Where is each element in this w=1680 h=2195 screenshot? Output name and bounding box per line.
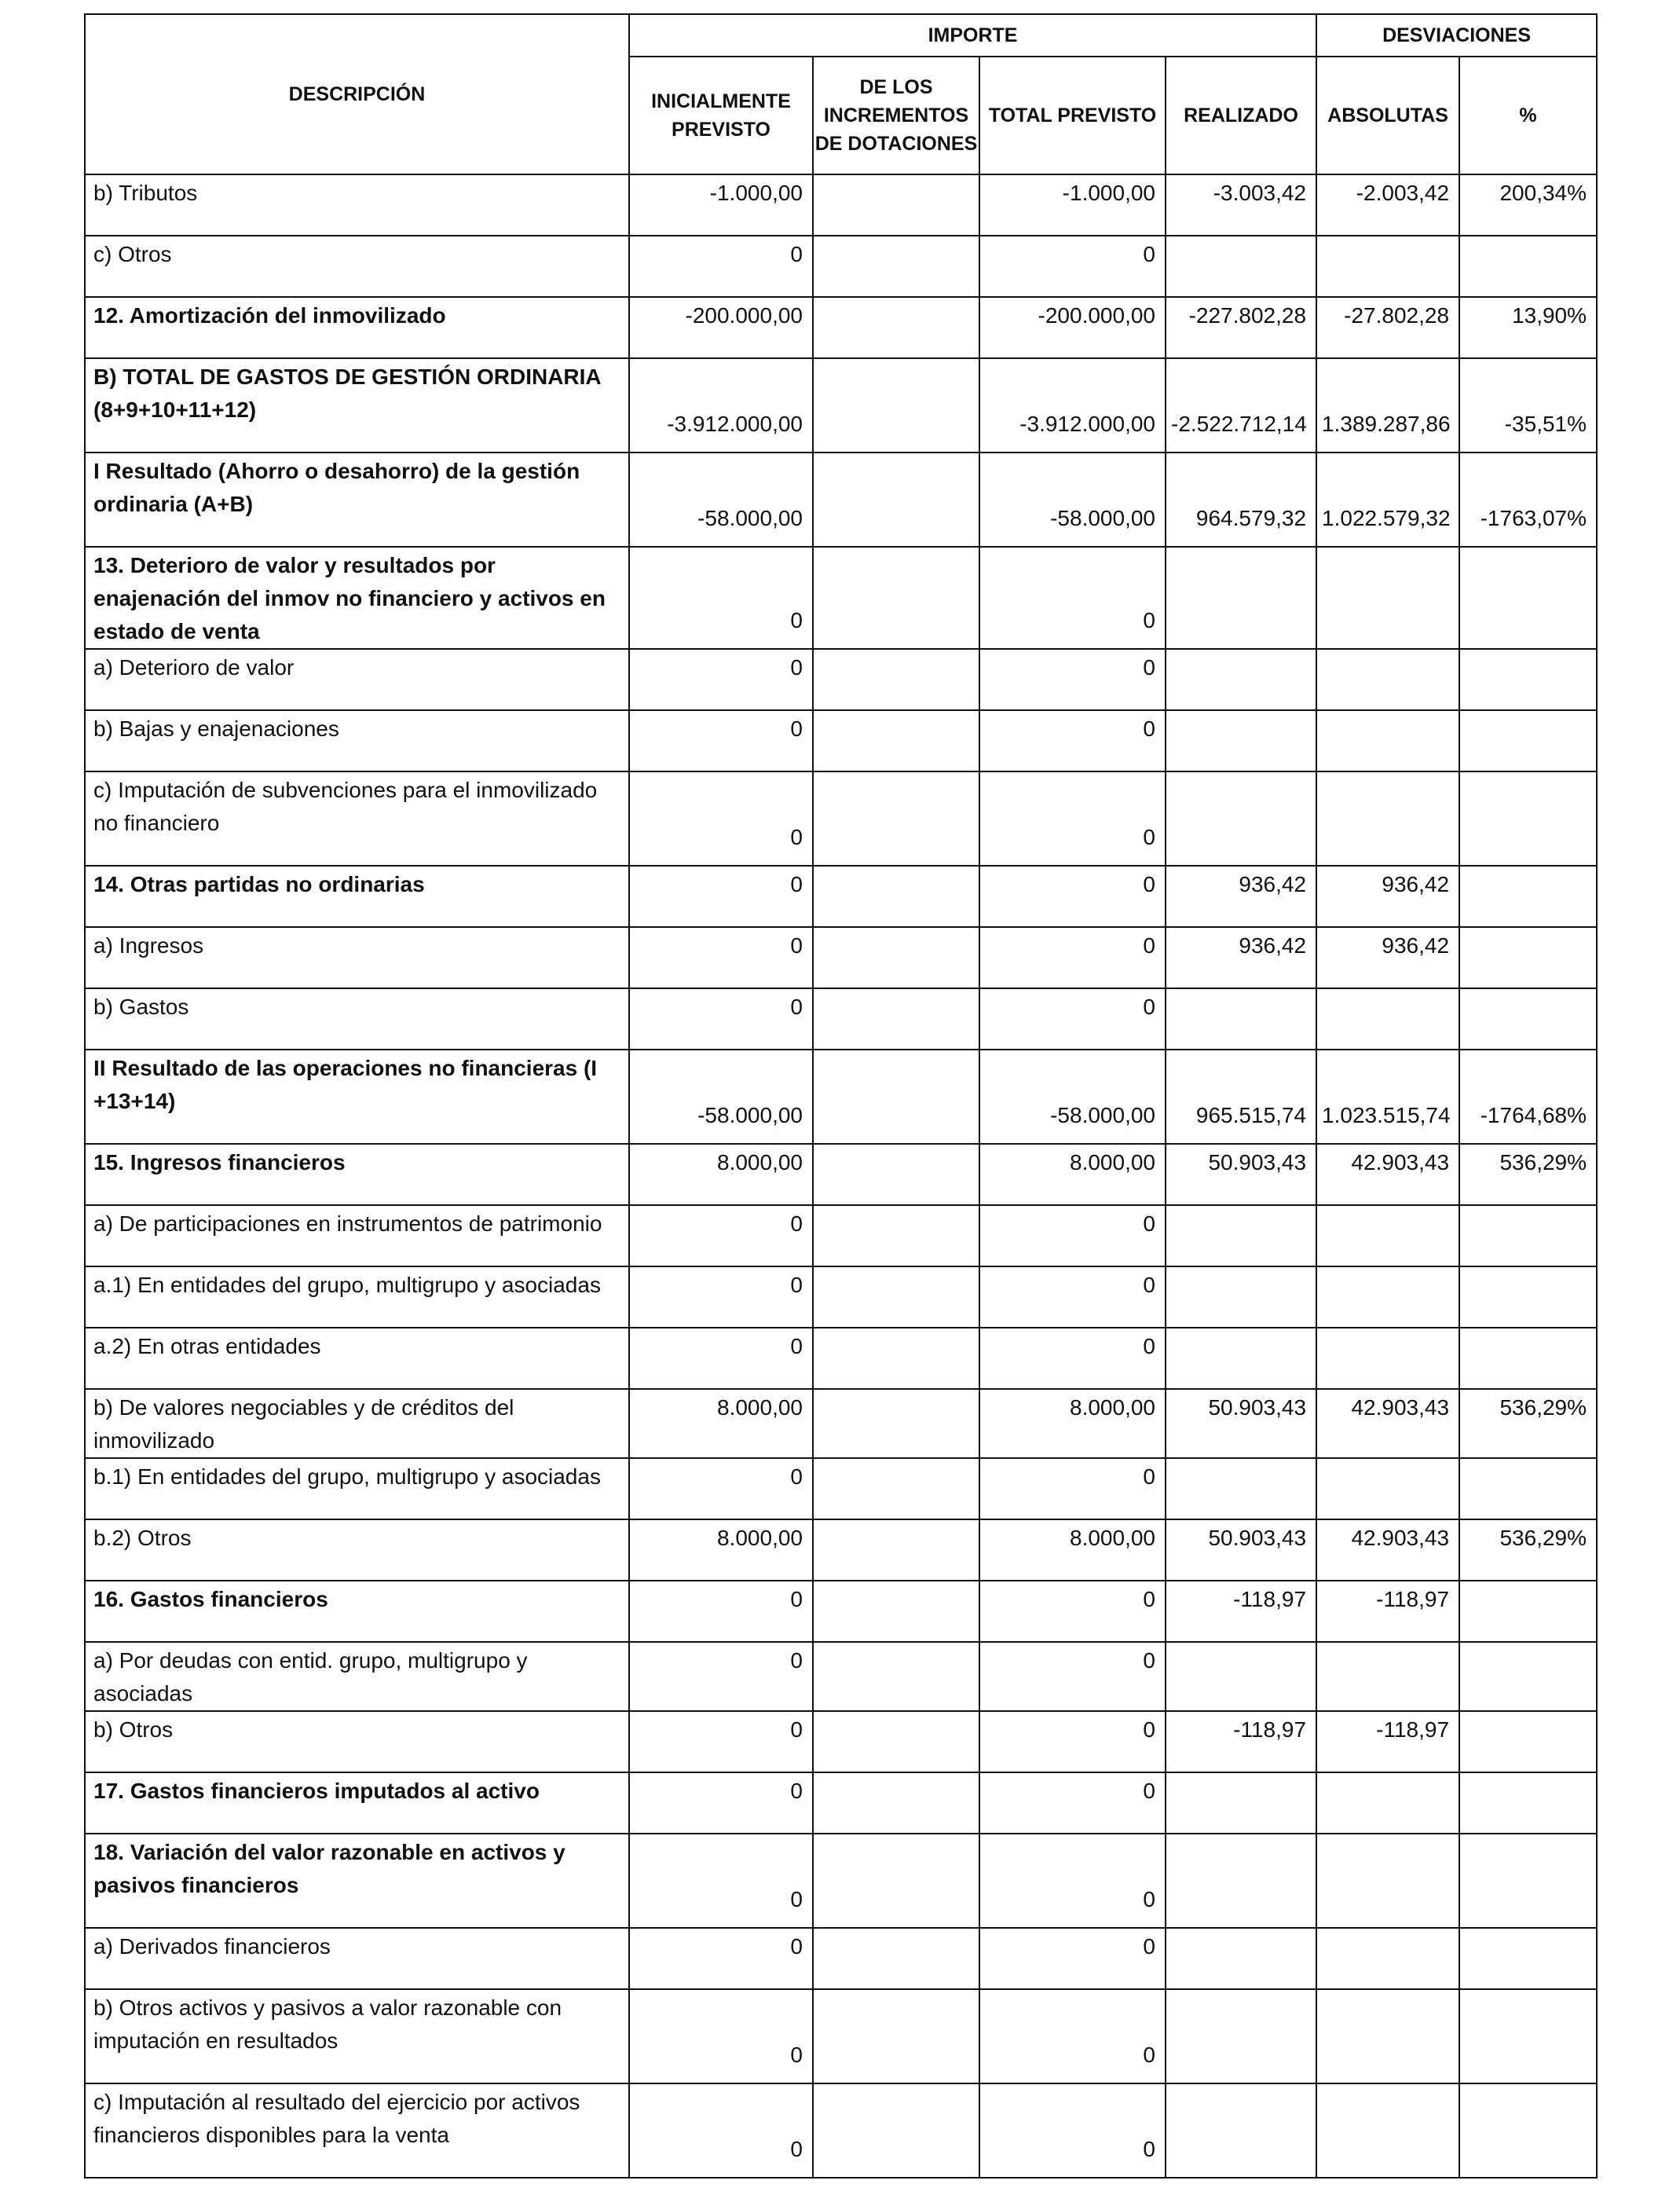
- cell-porcentaje: [1459, 1205, 1597, 1266]
- cell-total-previsto: 0: [979, 649, 1166, 710]
- cell-realizado: [1166, 1989, 1316, 2083]
- cell-realizado: [1166, 547, 1316, 649]
- table-row: [85, 2083, 1597, 2178]
- cell-realizado: -118,97: [1166, 1581, 1316, 1642]
- cell-porcentaje: [1459, 1581, 1597, 1642]
- cell-absolutas: [1316, 1266, 1459, 1328]
- cell-absolutas: -118,97: [1316, 1711, 1459, 1772]
- row-description: 14. Otras partidas no ordinarias: [85, 866, 629, 927]
- budget-table: [84, 13, 1598, 2179]
- cell-incrementos: [813, 1711, 979, 1772]
- cell-porcentaje: [1459, 1328, 1597, 1389]
- table-row: [85, 1989, 1597, 2083]
- cell-porcentaje: [1459, 988, 1597, 1050]
- cell-incrementos: [813, 2083, 979, 2178]
- cell-inicialmente-previsto: 0: [629, 1458, 813, 1519]
- table-row: [85, 1458, 1597, 1519]
- cell-realizado: 936,42: [1166, 866, 1316, 927]
- cell-realizado: 50.903,43: [1166, 1389, 1316, 1458]
- table-row: [85, 1050, 1597, 1144]
- cell-incrementos: [813, 1050, 979, 1144]
- cell-inicialmente-previsto: 0: [629, 649, 813, 710]
- cell-total-previsto: 0: [979, 710, 1166, 771]
- cell-total-previsto: 0: [979, 1928, 1166, 1989]
- row-description: b.2) Otros: [85, 1519, 629, 1581]
- row-description: 17. Gastos financieros imputados al activo: [85, 1772, 629, 1834]
- cell-inicialmente-previsto: 0: [629, 927, 813, 988]
- cell-incrementos: [813, 1458, 979, 1519]
- cell-porcentaje: 536,29%: [1459, 1144, 1597, 1205]
- cell-incrementos: [813, 866, 979, 927]
- row-description: II Resultado de las operaciones no financieras (I +13+14): [85, 1050, 629, 1144]
- cell-inicialmente-previsto: 0: [629, 988, 813, 1050]
- header-absolutas: ABSOLUTAS: [1316, 57, 1459, 174]
- cell-incrementos: [813, 927, 979, 988]
- cell-incrementos: [813, 649, 979, 710]
- cell-porcentaje: [1459, 236, 1597, 297]
- cell-total-previsto: -3.912.000,00: [979, 358, 1166, 453]
- cell-total-previsto: 8.000,00: [979, 1389, 1166, 1458]
- row-description: B) TOTAL DE GASTOS DE GESTIÓN ORDINARIA (8+9+10+11+12): [85, 358, 629, 453]
- row-description: a) De participaciones en instrumentos de patrimonio: [85, 1205, 629, 1266]
- cell-inicialmente-previsto: -58.000,00: [629, 1050, 813, 1144]
- header-incrementos: DE LOS INCREMENTOS DE DOTACIONES: [813, 57, 979, 174]
- cell-realizado: [1166, 1205, 1316, 1266]
- cell-incrementos: [813, 453, 979, 547]
- cell-inicialmente-previsto: 0: [629, 236, 813, 297]
- cell-inicialmente-previsto: -3.912.000,00: [629, 358, 813, 453]
- cell-total-previsto: 0: [979, 2083, 1166, 2178]
- cell-total-previsto: 0: [979, 547, 1166, 649]
- cell-absolutas: 42.903,43: [1316, 1144, 1459, 1205]
- cell-porcentaje: 13,90%: [1459, 297, 1597, 358]
- cell-total-previsto: 0: [979, 236, 1166, 297]
- table-row: [85, 547, 1597, 649]
- cell-total-previsto: 0: [979, 1834, 1166, 1928]
- cell-realizado: [1166, 2083, 1316, 2178]
- cell-total-previsto: 0: [979, 988, 1166, 1050]
- cell-inicialmente-previsto: 0: [629, 771, 813, 866]
- header-porcentaje: %: [1459, 57, 1597, 174]
- cell-realizado: [1166, 1772, 1316, 1834]
- cell-absolutas: [1316, 649, 1459, 710]
- table-row: [85, 236, 1597, 297]
- cell-absolutas: 1.389.287,86: [1316, 358, 1459, 453]
- cell-total-previsto: -58.000,00: [979, 453, 1166, 547]
- cell-absolutas: -2.003,42: [1316, 174, 1459, 236]
- row-description: b) Bajas y enajenaciones: [85, 710, 629, 771]
- table-row: [85, 1389, 1597, 1458]
- header-importe: IMPORTE: [629, 14, 1316, 57]
- cell-absolutas: 42.903,43: [1316, 1519, 1459, 1581]
- cell-realizado: [1166, 1928, 1316, 1989]
- cell-realizado: [1166, 710, 1316, 771]
- cell-absolutas: [1316, 1834, 1459, 1928]
- row-description: a) Ingresos: [85, 927, 629, 988]
- table-row: [85, 649, 1597, 710]
- cell-porcentaje: [1459, 1834, 1597, 1928]
- cell-absolutas: 42.903,43: [1316, 1389, 1459, 1458]
- row-description: b) Otros activos y pasivos a valor razonable con imputación en resultados: [85, 1989, 629, 2083]
- cell-absolutas: 1.023.515,74: [1316, 1050, 1459, 1144]
- cell-realizado: 965.515,74: [1166, 1050, 1316, 1144]
- cell-incrementos: [813, 710, 979, 771]
- cell-realizado: [1166, 771, 1316, 866]
- cell-total-previsto: 0: [979, 1642, 1166, 1711]
- cell-realizado: -227.802,28: [1166, 297, 1316, 358]
- cell-total-previsto: 0: [979, 1458, 1166, 1519]
- cell-inicialmente-previsto: 0: [629, 1266, 813, 1328]
- header-realizado: REALIZADO: [1166, 57, 1316, 174]
- cell-porcentaje: [1459, 1642, 1597, 1711]
- cell-incrementos: [813, 236, 979, 297]
- cell-absolutas: [1316, 547, 1459, 649]
- cell-inicialmente-previsto: -200.000,00: [629, 297, 813, 358]
- cell-total-previsto: 8.000,00: [979, 1519, 1166, 1581]
- cell-inicialmente-previsto: 0: [629, 710, 813, 771]
- cell-absolutas: -118,97: [1316, 1581, 1459, 1642]
- cell-absolutas: -27.802,28: [1316, 297, 1459, 358]
- cell-total-previsto: -200.000,00: [979, 297, 1166, 358]
- cell-absolutas: [1316, 1642, 1459, 1711]
- cell-realizado: 936,42: [1166, 927, 1316, 988]
- cell-inicialmente-previsto: 0: [629, 1989, 813, 2083]
- cell-incrementos: [813, 1519, 979, 1581]
- cell-absolutas: [1316, 1772, 1459, 1834]
- table-row: [85, 297, 1597, 358]
- cell-incrementos: [813, 1266, 979, 1328]
- cell-realizado: [1166, 1328, 1316, 1389]
- cell-inicialmente-previsto: -1.000,00: [629, 174, 813, 236]
- cell-realizado: [1166, 236, 1316, 297]
- cell-realizado: 50.903,43: [1166, 1144, 1316, 1205]
- cell-incrementos: [813, 547, 979, 649]
- cell-realizado: [1166, 988, 1316, 1050]
- header-total-previsto: TOTAL PREVISTO: [979, 57, 1166, 174]
- cell-porcentaje: -1763,07%: [1459, 453, 1597, 547]
- cell-realizado: 964.579,32: [1166, 453, 1316, 547]
- cell-realizado: -3.003,42: [1166, 174, 1316, 236]
- row-description: I Resultado (Ahorro o desahorro) de la gestión ordinaria (A+B): [85, 453, 629, 547]
- cell-porcentaje: [1459, 1266, 1597, 1328]
- cell-incrementos: [813, 1144, 979, 1205]
- table-row: [85, 710, 1597, 771]
- cell-porcentaje: 536,29%: [1459, 1519, 1597, 1581]
- cell-porcentaje: [1459, 547, 1597, 649]
- cell-inicialmente-previsto: 0: [629, 866, 813, 927]
- cell-porcentaje: [1459, 866, 1597, 927]
- cell-incrementos: [813, 297, 979, 358]
- table-row: [85, 1144, 1597, 1205]
- cell-inicialmente-previsto: 8.000,00: [629, 1144, 813, 1205]
- cell-porcentaje: [1459, 1711, 1597, 1772]
- cell-porcentaje: [1459, 649, 1597, 710]
- cell-porcentaje: 200,34%: [1459, 174, 1597, 236]
- cell-total-previsto: 0: [979, 927, 1166, 988]
- header-inicialmente-previsto: INICIALMENTE PREVISTO: [629, 57, 813, 174]
- cell-incrementos: [813, 1989, 979, 2083]
- cell-realizado: 50.903,43: [1166, 1519, 1316, 1581]
- cell-realizado: [1166, 1266, 1316, 1328]
- row-description: b) Gastos: [85, 988, 629, 1050]
- table-row: [85, 453, 1597, 547]
- cell-absolutas: 936,42: [1316, 927, 1459, 988]
- table-row: [85, 1928, 1597, 1989]
- header-desviaciones: DESVIACIONES: [1316, 14, 1597, 57]
- table-row: [85, 927, 1597, 988]
- table-row: [85, 1834, 1597, 1928]
- cell-porcentaje: -1764,68%: [1459, 1050, 1597, 1144]
- row-description: a) Por deudas con entid. grupo, multigrupo y asociadas: [85, 1642, 629, 1711]
- row-description: b) Tributos: [85, 174, 629, 236]
- cell-absolutas: [1316, 2083, 1459, 2178]
- cell-incrementos: [813, 1328, 979, 1389]
- table-row: [85, 1642, 1597, 1711]
- table-row: [85, 771, 1597, 866]
- table-row: [85, 174, 1597, 236]
- cell-porcentaje: [1459, 1458, 1597, 1519]
- cell-realizado: [1166, 1458, 1316, 1519]
- table-row: [85, 1205, 1597, 1266]
- cell-total-previsto: 0: [979, 771, 1166, 866]
- cell-total-previsto: -58.000,00: [979, 1050, 1166, 1144]
- cell-inicialmente-previsto: 0: [629, 1581, 813, 1642]
- cell-absolutas: [1316, 236, 1459, 297]
- cell-inicialmente-previsto: -58.000,00: [629, 453, 813, 547]
- cell-absolutas: [1316, 1205, 1459, 1266]
- cell-inicialmente-previsto: 0: [629, 2083, 813, 2178]
- cell-porcentaje: [1459, 927, 1597, 988]
- row-description: 18. Variación del valor razonable en activos y pasivos financieros: [85, 1834, 629, 1928]
- cell-total-previsto: 0: [979, 1328, 1166, 1389]
- cell-incrementos: [813, 1834, 979, 1928]
- cell-incrementos: [813, 988, 979, 1050]
- cell-total-previsto: 8.000,00: [979, 1144, 1166, 1205]
- table-row: [85, 988, 1597, 1050]
- row-description: a.2) En otras entidades: [85, 1328, 629, 1389]
- header-descripcion: DESCRIPCIÓN: [85, 14, 629, 174]
- table-row: [85, 1328, 1597, 1389]
- cell-inicialmente-previsto: 8.000,00: [629, 1389, 813, 1458]
- cell-incrementos: [813, 771, 979, 866]
- cell-absolutas: [1316, 988, 1459, 1050]
- table-row: [85, 1711, 1597, 1772]
- cell-porcentaje: [1459, 710, 1597, 771]
- cell-total-previsto: -1.000,00: [979, 174, 1166, 236]
- cell-inicialmente-previsto: 0: [629, 1711, 813, 1772]
- table-row: [85, 1772, 1597, 1834]
- cell-inicialmente-previsto: 8.000,00: [629, 1519, 813, 1581]
- cell-absolutas: [1316, 771, 1459, 866]
- cell-porcentaje: [1459, 1928, 1597, 1989]
- table-row: [85, 1266, 1597, 1328]
- row-description: b) Otros: [85, 1711, 629, 1772]
- table-row: [85, 358, 1597, 453]
- cell-realizado: -2.522.712,14: [1166, 358, 1316, 453]
- cell-incrementos: [813, 358, 979, 453]
- cell-inicialmente-previsto: 0: [629, 1928, 813, 1989]
- cell-absolutas: [1316, 1328, 1459, 1389]
- cell-incrementos: [813, 174, 979, 236]
- row-description: a) Deterioro de valor: [85, 649, 629, 710]
- cell-porcentaje: [1459, 1772, 1597, 1834]
- cell-porcentaje: [1459, 1989, 1597, 2083]
- cell-incrementos: [813, 1581, 979, 1642]
- cell-absolutas: [1316, 1928, 1459, 1989]
- row-description: 13. Deterioro de valor y resultados por enajenación del inmov no financiero y activos en estado de venta: [85, 547, 629, 649]
- cell-total-previsto: 0: [979, 1205, 1166, 1266]
- cell-total-previsto: 0: [979, 1581, 1166, 1642]
- cell-incrementos: [813, 1389, 979, 1458]
- row-description: b.1) En entidades del grupo, multigrupo y asociadas: [85, 1458, 629, 1519]
- cell-porcentaje: [1459, 2083, 1597, 2178]
- cell-absolutas: 936,42: [1316, 866, 1459, 927]
- table-row: [85, 1519, 1597, 1581]
- cell-inicialmente-previsto: 0: [629, 1328, 813, 1389]
- cell-realizado: [1166, 649, 1316, 710]
- cell-realizado: [1166, 1642, 1316, 1711]
- row-description: a.1) En entidades del grupo, multigrupo y asociadas: [85, 1266, 629, 1328]
- cell-inicialmente-previsto: 0: [629, 1205, 813, 1266]
- row-description: 16. Gastos financieros: [85, 1581, 629, 1642]
- cell-porcentaje: 536,29%: [1459, 1389, 1597, 1458]
- cell-inicialmente-previsto: 0: [629, 1642, 813, 1711]
- cell-inicialmente-previsto: 0: [629, 1772, 813, 1834]
- cell-absolutas: 1.022.579,32: [1316, 453, 1459, 547]
- cell-total-previsto: 0: [979, 866, 1166, 927]
- cell-inicialmente-previsto: 0: [629, 1834, 813, 1928]
- table-body: [85, 174, 1597, 2178]
- cell-porcentaje: -35,51%: [1459, 358, 1597, 453]
- table-row: [85, 866, 1597, 927]
- row-description: 12. Amortización del inmovilizado: [85, 297, 629, 358]
- cell-total-previsto: 0: [979, 1266, 1166, 1328]
- cell-realizado: -118,97: [1166, 1711, 1316, 1772]
- cell-total-previsto: 0: [979, 1989, 1166, 2083]
- cell-absolutas: [1316, 1458, 1459, 1519]
- cell-incrementos: [813, 1772, 979, 1834]
- cell-absolutas: [1316, 710, 1459, 771]
- row-description: a) Derivados financieros: [85, 1928, 629, 1989]
- cell-absolutas: [1316, 1989, 1459, 2083]
- row-description: b) De valores negociables y de créditos del inmovilizado: [85, 1389, 629, 1458]
- cell-incrementos: [813, 1642, 979, 1711]
- row-description: c) Imputación al resultado del ejercicio por activos financieros disponibles para la venta: [85, 2083, 629, 2178]
- cell-incrementos: [813, 1928, 979, 1989]
- cell-inicialmente-previsto: 0: [629, 547, 813, 649]
- cell-incrementos: [813, 1205, 979, 1266]
- row-description: c) Otros: [85, 236, 629, 297]
- cell-total-previsto: 0: [979, 1711, 1166, 1772]
- cell-porcentaje: [1459, 771, 1597, 866]
- row-description: c) Imputación de subvenciones para el inmovilizado no financiero: [85, 771, 629, 866]
- cell-realizado: [1166, 1834, 1316, 1928]
- cell-total-previsto: 0: [979, 1772, 1166, 1834]
- row-description: 15. Ingresos financieros: [85, 1144, 629, 1205]
- table-row: [85, 1581, 1597, 1642]
- table-header: [85, 14, 1597, 174]
